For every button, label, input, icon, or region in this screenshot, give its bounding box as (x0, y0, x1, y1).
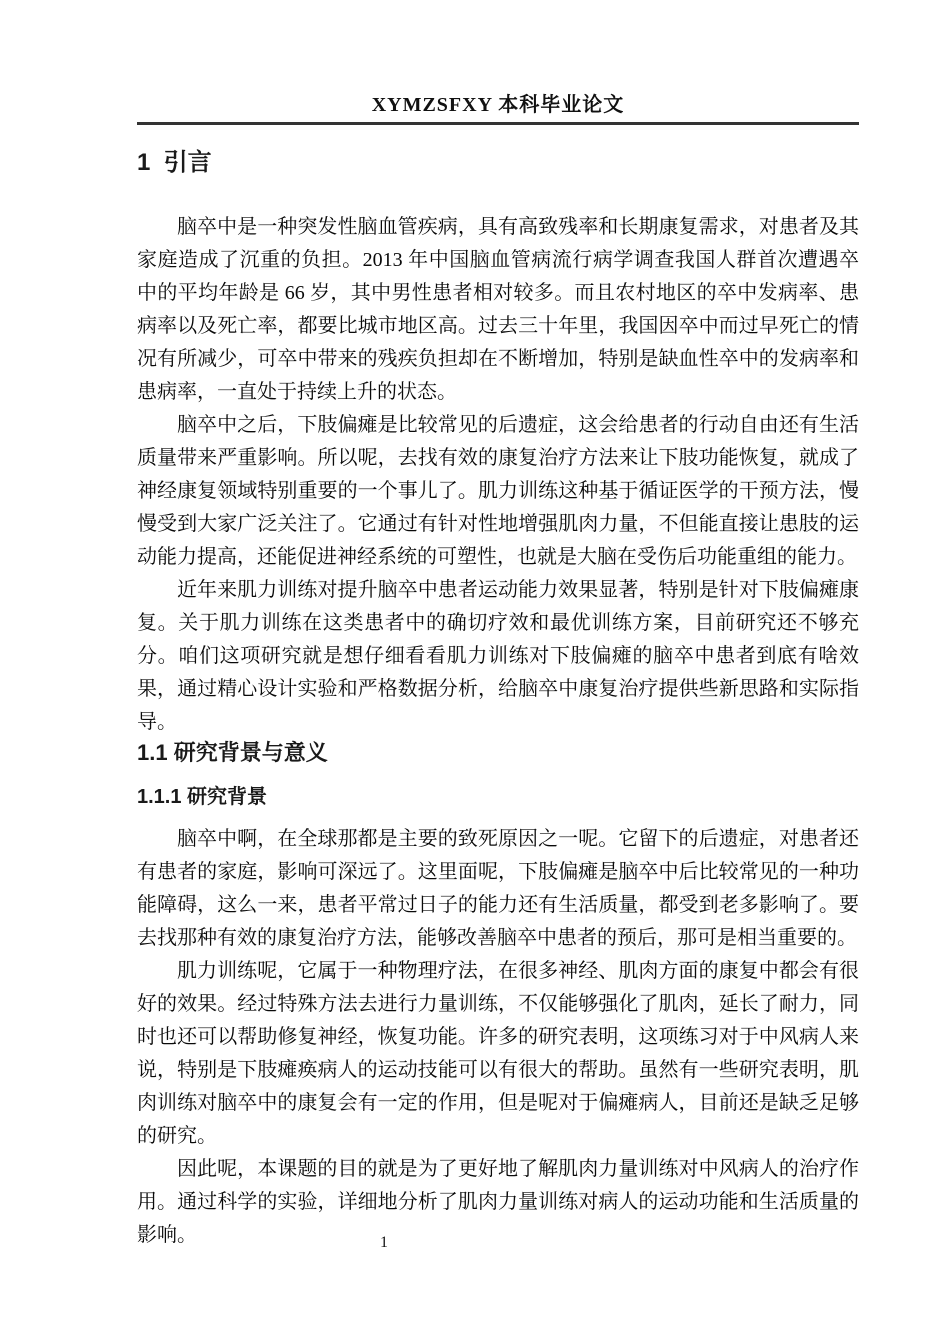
section-heading: 1.1 研究背景与意义 (137, 740, 328, 765)
page-header-title: XYMZSFXY 本科毕业论文 (137, 88, 859, 125)
page-number: 1 (380, 1234, 388, 1251)
paragraph: 脑卒中之后，下肢偏瘫是比较常见的后遗症，这会给患者的行动自由还有生活质量带来严重影响。所以呢，去找有效的康复治疗方法来让下肢功能恢复，就成了神经康复领域特别重要的一个事儿了。肌力训练这种基于循证医学的干预方法，慢慢受到大家广泛关注了。它通过有针对性地增强肌肉力量，不但能直接让患肢的运动能力提高，还能促进神经系统的可塑性，也就是大脑在受伤后功能重组的能力。 (137, 414, 859, 568)
paragraph: 脑卒中是一种突发性脑血管疾病，具有高致残率和长期康复需求，对患者及其家庭造成了沉重的负担。2013 年中国脑血管病流行病学调查我国人群首次遭遇卒中的平均年龄是 66 岁，其中男性患者相对较多。而且农村地区的卒中发病率、患病率以及死亡率，都要比城市地区高。过去三十年里，我国因卒中而过早死亡的情况有所减少，可卒中带来的残疾负担却在不断增加，特别是缺血性卒中的发病率和患病率，一直处于持续上升的状态。 (137, 216, 859, 403)
paragraph: 肌力训练呢，它属于一种物理疗法，在很多神经、肌肉方面的康复中都会有很好的效果。经过特殊方法去进行力量训练，不仅能够强化了肌肉，延长了耐力，同时也还可以帮助修复神经，恢复功能。许多的研究表明，这项练习对于中风病人来说，特别是下肢瘫痪病人的运动技能可以有很大的帮助。虽然有一些研究表明，肌肉训练对脑卒中的康复会有一定的作用，但是呢对于偏瘫病人，目前还是缺乏足够的研究。 (137, 960, 859, 1147)
paragraph: 脑卒中啊，在全球那都是主要的致死原因之一呢。它留下的后遗症，对患者还有患者的家庭，影响可深远了。这里面呢，下肢偏瘫是脑卒中后比较常见的一种功能障碍，这么一来，患者平常过日子的能力还有生活质量，都受到老多影响了。要去找那种有效的康复治疗方法，能够改善脑卒中患者的预后，那可是相当重要的。 (137, 828, 859, 949)
paragraph: 近年来肌力训练对提升脑卒中患者运动能力效果显著，特别是针对下肢偏瘫康复。关于肌力训练在这类患者中的确切疗效和最优训练方案，目前研究还不够充分。咱们这项研究就是想仔细看看肌力训练对下肢偏瘫的脑卒中患者到底有啥效果，通过精心设计实验和严格数据分析，给脑卒中康复治疗提供些新思路和实际指导。 (137, 579, 859, 733)
subsection-heading: 1.1.1 研究背景 (137, 786, 268, 808)
page-content (137, 146, 859, 1252)
paragraph: 因此呢，本课题的目的就是为了更好地了解肌肉力量训练对中风病人的治疗作用。通过科学的实验，详细地分析了肌肉力量训练对病人的运动功能和生活质量的影响。 (137, 1158, 859, 1246)
chapter-heading: 1 引言 (137, 149, 212, 176)
